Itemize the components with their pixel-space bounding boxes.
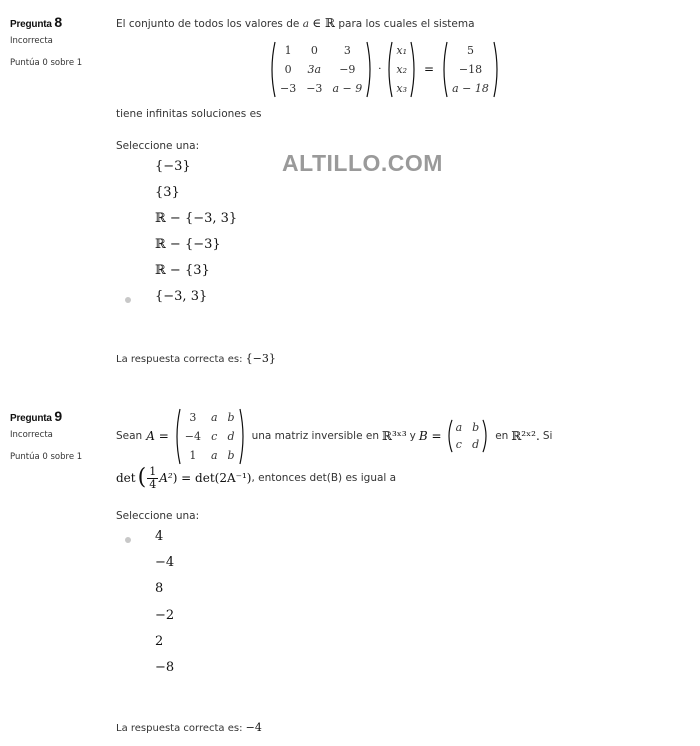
q9-correct-answer [116,721,262,734]
q9-option-4[interactable]: −2 [155,608,175,623]
q8-option-1[interactable]: {−3} [155,159,191,174]
q8-statement-end: tiene infinitas soluciones es [116,108,262,120]
q9-y: y [409,430,416,442]
q8-in-r: ∈ ℝ [312,16,335,30]
q9-option-6[interactable]: −8 [155,660,175,675]
right-paren [366,41,374,98]
q8-text-after: para los cuales el sistema [338,18,475,30]
q9-fraction [147,466,158,491]
q8-option-4[interactable]: ℝ − {−3} [155,237,221,252]
q9-a-squared: A² [159,471,173,485]
q8-state: Incorrecta [10,36,53,46]
q9-en: en [495,430,509,442]
q9-space-b: ℝ²ˣ². [511,429,540,443]
q9-title [10,408,105,424]
q9-option-2[interactable]: −4 [155,555,175,570]
q8-matrix-a: 1 0 3 0 3a −9 −3 −3 a − 9 [268,41,374,98]
q9-si: Si [542,430,553,442]
q8-grade: Puntúa 0 sobre 1 [10,58,83,68]
q9-correct-value: −4 [245,721,262,734]
q8-select-label: Seleccione una: [116,140,200,152]
q9-det-left: det [116,471,136,485]
q8-correct-prefix: La respuesta correcta es: [116,354,243,365]
q9-open-paren: ( [137,465,147,490]
q9-frac-den: 4 [149,477,157,491]
q9-text-then: , entonces det(B) es igual a [251,472,397,484]
q9-statement [116,407,552,465]
q8-statement [116,16,475,30]
q8-vector-x: x₁ x₂ x₃ [385,41,418,98]
q9-det-condition [116,462,396,494]
q9-grade: Puntúa 0 sobre 1 [10,452,83,462]
q9-b-eq: B = [418,429,442,443]
watermark: ALTILLO.COM [282,150,443,176]
q9-a-eq: A = [146,429,169,443]
q9-option-3[interactable]: 8 [155,581,164,596]
q8-option-5[interactable]: ℝ − {3} [155,263,210,278]
q8-option-3[interactable]: ℝ − {−3, 3} [155,211,238,226]
q9-select-label: Seleccione una: [116,510,200,522]
q9-radio-selected[interactable] [125,537,131,543]
q8-radio-selected[interactable] [125,297,131,303]
q8-var-a: a [302,18,309,30]
q8-equation [268,40,501,98]
q9-text-mid: una matriz inversible en [251,430,379,442]
q9-correct-prefix: La respuesta correcta es: [116,723,243,734]
q9-number: 9 [54,408,62,424]
q8-number: 8 [54,14,62,30]
q8-title [10,14,105,30]
q9-frac-num: 1 [149,464,157,478]
q9-option-1[interactable]: 4 [155,529,164,544]
q8-correct-value: {−3} [245,352,276,365]
q9-option-5[interactable]: 2 [155,634,164,649]
q8-option-6[interactable]: {−3, 3} [155,289,208,304]
q9-state: Incorrecta [10,430,53,440]
q8-text-before: El conjunto de todos los valores de [116,18,300,30]
q9-label: Pregunta [10,413,52,424]
equals-sign: = [424,62,435,76]
dot-operator: · [378,63,382,75]
q9-sean: Sean [116,430,143,442]
left-paren [268,41,276,98]
q8-label: Pregunta [10,19,52,30]
q9-space-a: ℝ³ˣ³ [381,429,407,443]
q8-correct-answer [116,352,276,365]
q8-option-2[interactable]: {3} [155,185,180,200]
q9-info [10,408,105,462]
q9-matrix-b: a b c d [445,419,491,453]
q8-info [10,14,105,68]
q9-det-right: ) = det(2A⁻¹) [172,471,252,485]
q9-matrix-a: 3 a b −4 c d 1 a b [173,408,247,465]
q8-vector-b: 5 −18 a − 18 [440,41,501,98]
